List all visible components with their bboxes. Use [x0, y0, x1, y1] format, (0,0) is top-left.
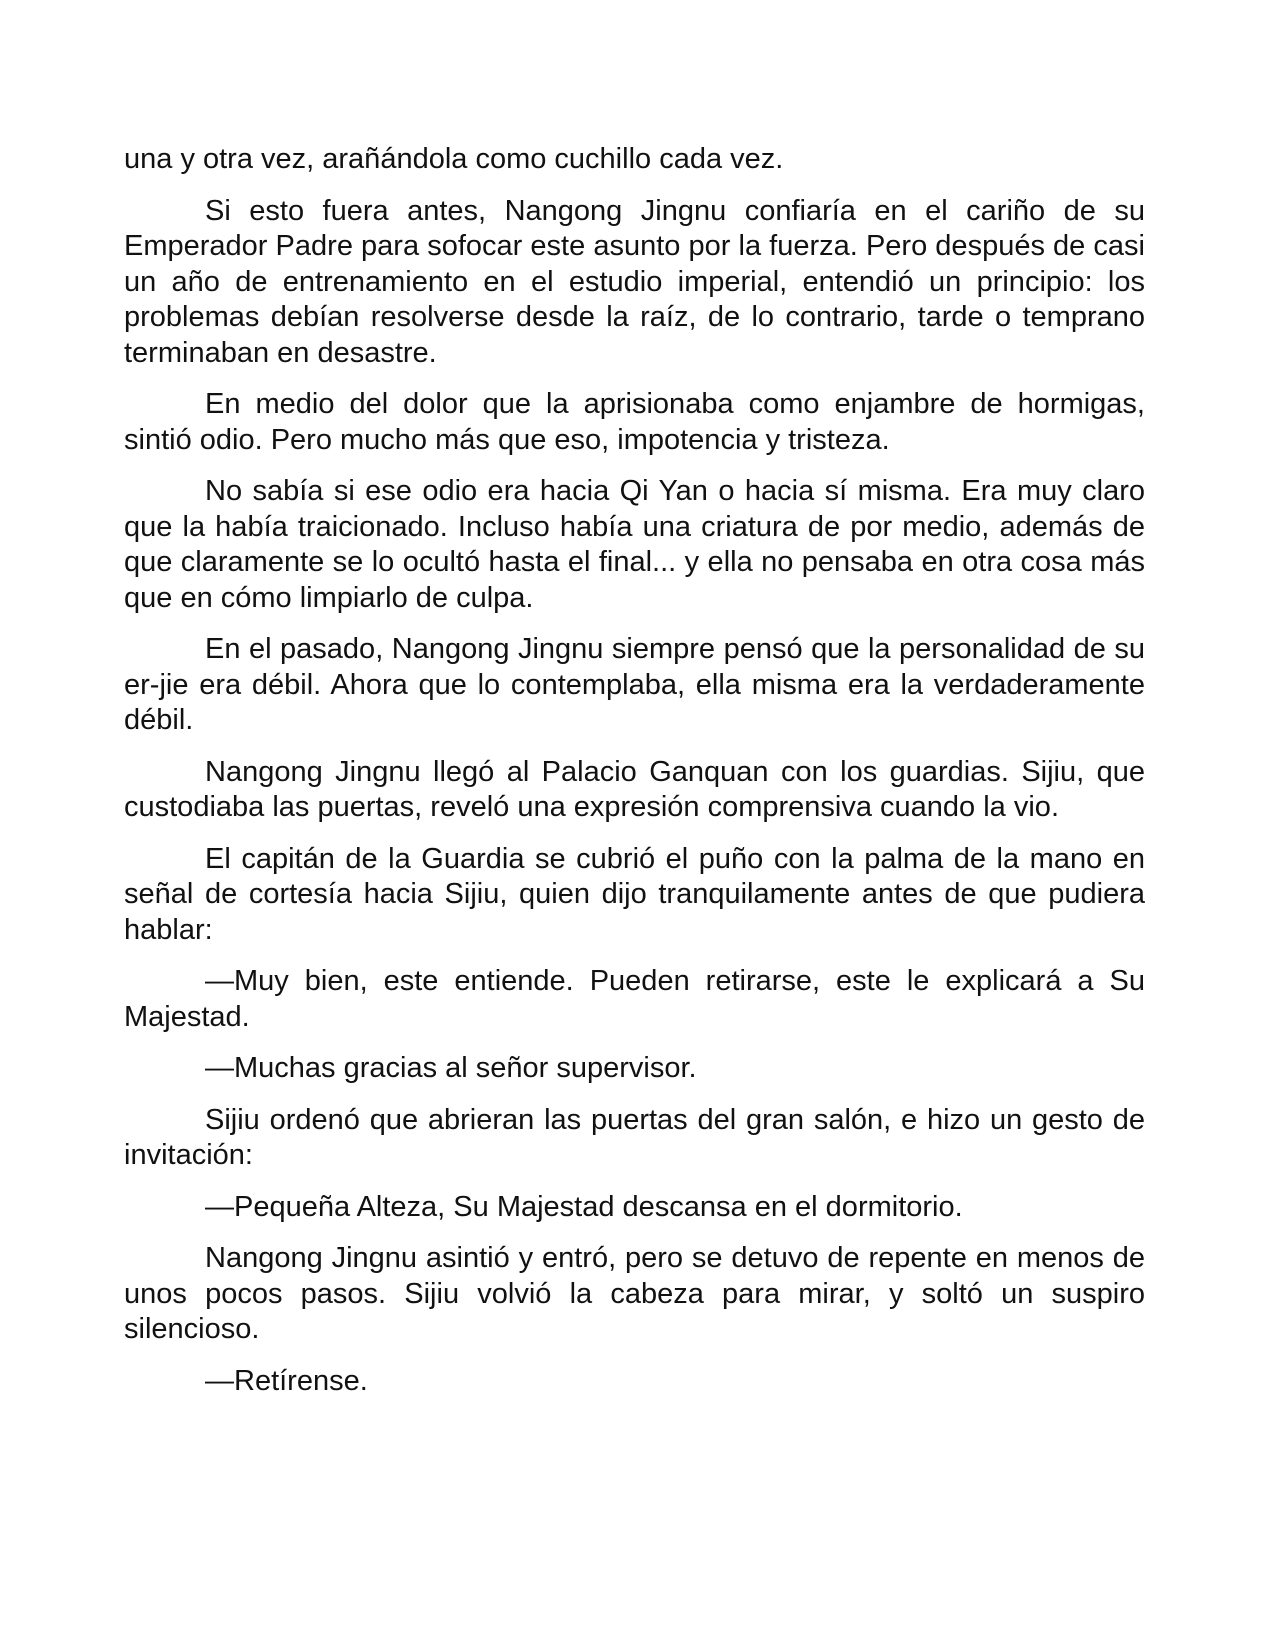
- dialogue-line: —Retírense.: [205, 1364, 368, 1397]
- paragraph: En medio del dolor que la aprisionaba como enjambre de hormigas, sintió odio. Pero mucho más que eso, impotencia y tristeza.: [124, 388, 1145, 456]
- paragraph: El capitán de la Guardia se cubrió el puño con la palma de la mano en señal de cortesía hacia Sijiu, quien dijo tranquilamente antes de que pudiera hablar:: [124, 842, 1145, 946]
- paragraph: Si esto fuera antes, Nangong Jingnu confiaría en el cariño de su Emperador Padre para sofocar este asunto por la fuerza. Pero después de casi un año de entrenamiento en el estudio imperial, entendió un principio: los problemas debían resolverse desde la raíz, de lo contrario, tarde o temprano terminaban en desastre.: [124, 194, 1145, 369]
- paragraph: En el pasado, Nangong Jingnu siempre pensó que la personalidad de su er-jie era débil. Ahora que lo contemplaba, ella misma era la verdaderamente débil.: [124, 633, 1145, 736]
- paragraph: Nangong Jingnu asintió y entró, pero se detuvo de repente en menos de unos pocos pasos. Sijiu volvió la cabeza para mirar, y soltó un suspiro silencioso.: [124, 1242, 1145, 1345]
- dialogue-line: —Muchas gracias al señor supervisor.: [205, 1052, 697, 1084]
- paragraph: No sabía si ese odio era hacia Qi Yan o hacia sí misma. Era muy claro que la había traicionado. Incluso había una criatura de por medio, además de que claramente se lo ocultó hasta el final... y ella no pensaba en otra cosa más que en cómo limpiarlo de culpa.: [124, 475, 1145, 614]
- paragraph: Sijiu ordenó que abrieran las puertas del gran salón, e hizo un gesto de invitación:: [124, 1103, 1145, 1171]
- dialogue-line: —Pequeña Alteza, Su Majestad descansa en el dormitorio.: [205, 1190, 963, 1223]
- paragraph: una y otra vez, arañándola como cuchillo cada vez.: [124, 143, 784, 175]
- dialogue-line: —Muy bien, este entiende. Pueden retirarse, este le explicará a Su Majestad.: [124, 965, 1145, 1033]
- paragraph: Nangong Jingnu llegó al Palacio Ganquan con los guardias. Sijiu, que custodiaba las puertas, reveló una expresión comprensiva cuando la vio.: [124, 755, 1145, 823]
